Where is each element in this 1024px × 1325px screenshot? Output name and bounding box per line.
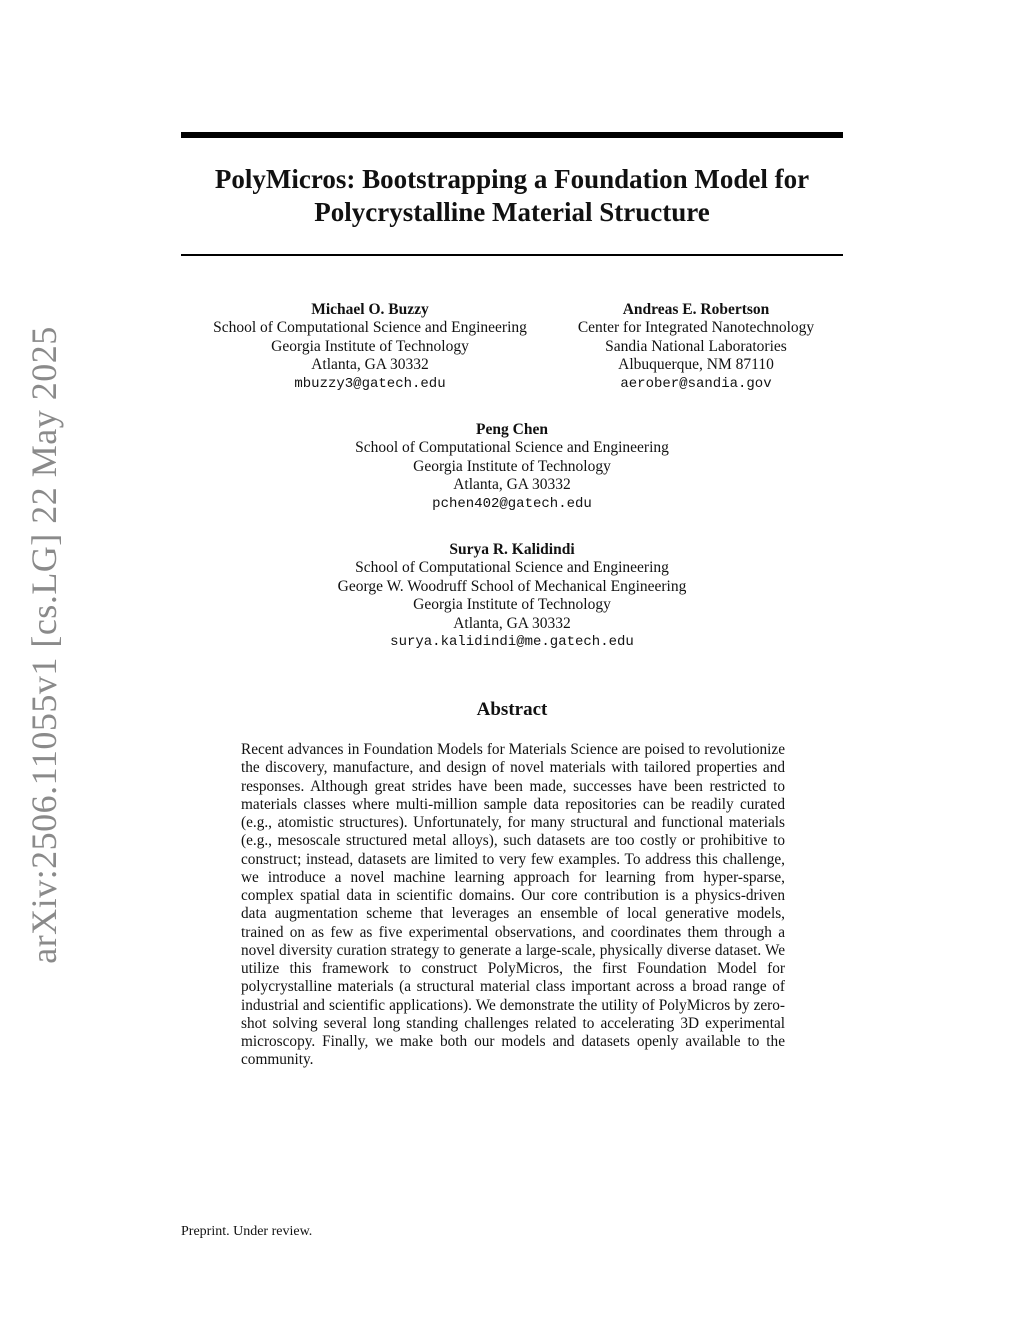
title-top-rule [181,132,843,138]
author-email[interactable]: aerober@sandia.gov [620,375,772,392]
author-address: Albuquerque, NM 87110 [618,356,774,374]
title-bottom-rule [181,254,843,256]
abstract-heading: Abstract [476,699,548,720]
author-address: Atlanta, GA 30332 [453,476,571,494]
author-name: Andreas E. Robertson [622,301,770,318]
author-email[interactable]: pchen402@gatech.edu [432,495,592,512]
author-affiliation: Georgia Institute of Technology [271,337,469,355]
author-name: Surya R. Kalidindi [449,541,575,558]
author-block-kalidindi [292,541,732,651]
author-address: Atlanta, GA 30332 [311,356,429,374]
author-affiliation: Sandia National Laboratories [605,337,787,355]
author-affiliation: Georgia Institute of Technology [413,457,611,475]
paper-title [181,163,843,229]
author-affiliation: Center for Integrated Nanotechnology [577,319,815,337]
abstract-body: Recent advances in Foundation Models for Materials Science are poised to revolutionize the discovery, manufacture, and design of novel materials with tailored properties and responses. Although great strides have been made, successes have been restricted to materials classes where multi-million sample data repositories can be readily curated (e.g., atomistic structures). Unfortunately, for many structural and functional materials (e.g., mesoscale structured metal alloys), such datasets are too costly or prohibitive to construct; instead, datasets are limited to very few examples. To address this challenge, we introduce a novel machine learning approach for learning from hyper-sparse, complex spatial data in scientific domains. Our core contribution is a physics-driven data augmentation scheme that leverages an ensemble of local generative models, trained on as few as five experimental observations, and coordinates them through a novel diversity curation strategy to generate a large-scale, physically diverse dataset. We utilize this framework to construct PolyMicros, the first Foundation Model for polycrystalline materials (a structural material class important across a broad range of industrial and scientific applications). We demonstrate the utility of PolyMicros by zero-shot solving several long standing challenges related to accelerating 3D experimental microscopy. Finally, we make both our models and datasets openly available to the community. [241,741,785,1069]
author-email[interactable]: surya.kalidindi@me.gatech.edu [390,634,634,651]
author-email[interactable]: mbuzzy3@gatech.edu [294,375,446,392]
arxiv-identifier-stamp: arXiv:2506.11055v1 [cs.LG] 22 May 2025 [24,326,64,964]
paper-title-line-1: PolyMicros: Bootstrapping a Foundation Model for [214,164,810,194]
footer-note: Preprint. Under review. [181,1224,313,1239]
author-affiliation: George W. Woodruff School of Mechanical Engineering [337,577,687,595]
author-affiliation: School of Computational Science and Engineering [213,319,527,337]
author-affiliation: School of Computational Science and Engineering [355,559,669,577]
author-block-robertson [556,301,836,393]
author-name: Michael O. Buzzy [311,301,429,318]
author-address: Atlanta, GA 30332 [453,614,571,632]
author-affiliation: School of Computational Science and Engineering [355,439,669,457]
author-name: Peng Chen [476,421,548,438]
author-affiliation: Georgia Institute of Technology [413,596,611,614]
author-block-buzzy [170,301,570,393]
paper-title-line-2: Polycrystalline Material Structure [314,197,710,227]
author-block-chen [312,421,712,513]
